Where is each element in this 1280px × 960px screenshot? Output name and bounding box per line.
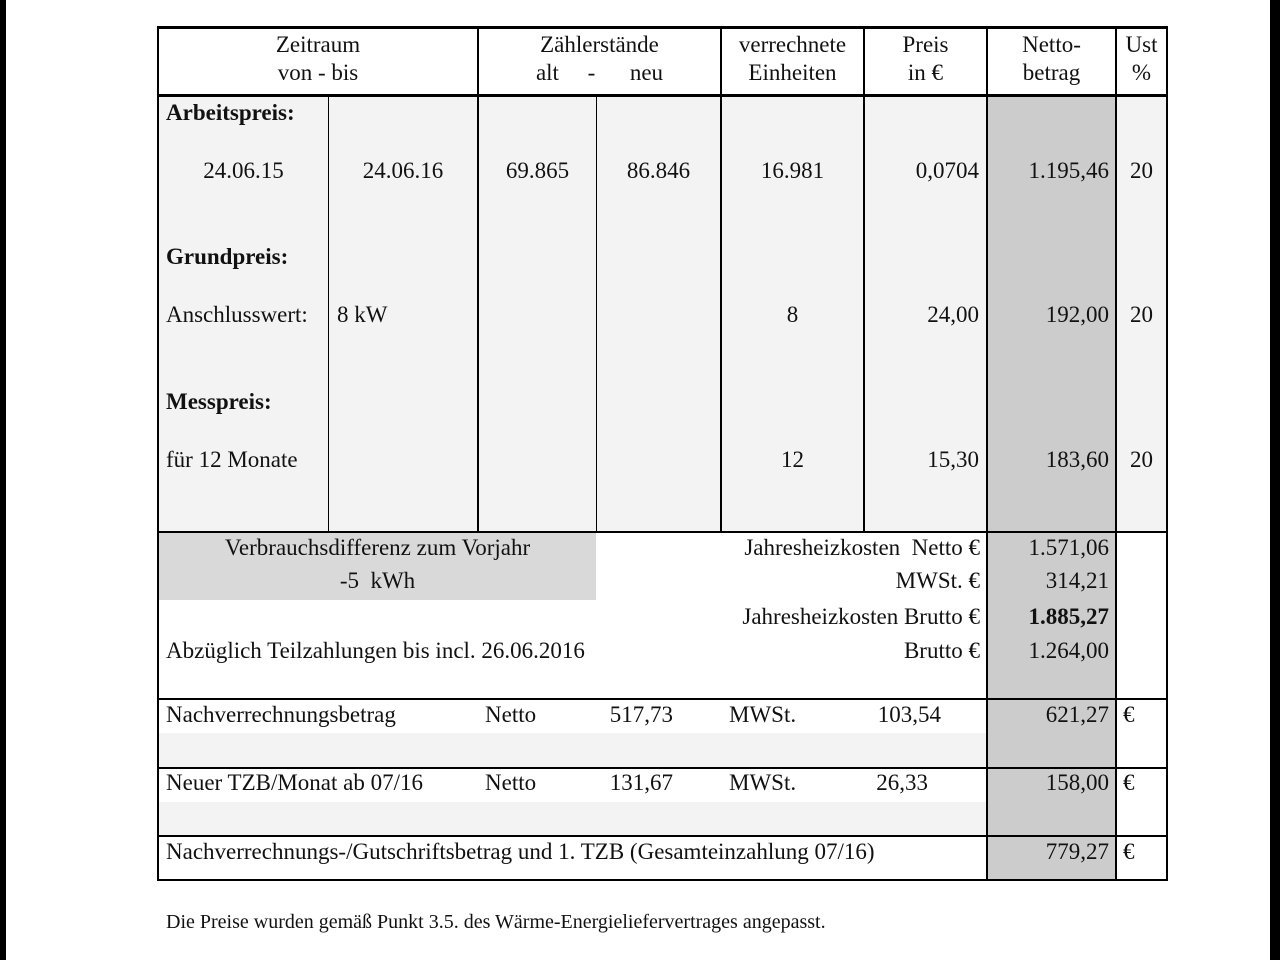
tzb-netto-value: 131,67 [609,770,673,795]
header-einheiten-line1: verrechnete [738,32,847,57]
grundpreis-einheiten: 8 [786,302,799,327]
grundpreis-netto: 192,00 [1045,302,1109,327]
gesamt-currency: € [1123,839,1135,864]
grundpreis-wert: 8 kW [337,302,388,327]
arbeitspreis-preis: 0,0704 [915,158,979,183]
teilzahlungen-value: 1.264,00 [1028,638,1109,663]
verbrauchsdifferenz-value: -5 kWh [339,568,416,593]
price-adjustment-footnote: Die Preise wurden gemäß Punkt 3.5. des Wärme-Energieliefervertrages angepasst. [166,911,826,933]
table-bottom-border [157,879,1168,881]
tzb-bottom-rule [157,835,1168,837]
grundpreis-ust: 20 [1130,302,1153,327]
summary-bottom-rule [157,698,1168,700]
tzb-mwst-value: 26,33 [876,770,928,795]
gesamt-total: 779,27 [1045,839,1109,864]
nachverrechnung-label: Nachverrechnungsbetrag [166,702,396,727]
tzb-lower-fill [158,802,987,836]
messpreis-einheiten: 12 [781,447,804,472]
header-bottom-rule [157,94,1168,97]
teilzahlungen-brutto-label: Brutto € [903,638,980,663]
jahresheizkosten-brutto-label: Jahresheizkosten Brutto € [742,604,980,629]
arbeitspreis-ust: 20 [1130,158,1153,183]
grundpreis-label: Anschlusswert: [166,302,308,327]
nachverrechnung-netto-label: Netto [485,702,537,727]
col-divider-zaehler-left [477,28,479,532]
nachverrechnung-netto-value: 517,73 [609,702,673,727]
jahresheizkosten-netto-value: 1.571,06 [1028,535,1109,560]
nachverrechnung-mwst-label: MWSt. [729,702,797,727]
nachverrechnung-currency: € [1123,702,1135,727]
jahresheizkosten-netto-label: Jahresheizkosten Netto € [744,535,980,560]
charges-bottom-rule [157,531,1168,533]
header-einheiten-line2: Einheiten [748,60,837,85]
teilzahlungen-label: Abzüglich Teilzahlungen bis incl. 26.06.2016 [166,638,585,663]
nachverrechnung-lower-fill [158,733,987,769]
header-zeitraum-line1: Zeitraum [275,32,361,57]
netto-column-fill [987,96,1116,880]
jahresheizkosten-brutto-value: 1.885,27 [1028,604,1109,629]
messpreis-ust: 20 [1130,447,1153,472]
header-zaehler-line2: alt - neu [535,60,664,85]
arbeitspreis-einheiten: 16.981 [760,158,825,183]
verbrauchsdifferenz-title: Verbrauchsdifferenz zum Vorjahr [224,535,531,560]
tzb-label: Neuer TZB/Monat ab 07/16 [166,770,423,795]
header-netto-line2: betrag [1022,60,1081,85]
tzb-netto-label: Netto [485,770,537,795]
header-zaehler-line1: Zählerstände [540,32,659,57]
grundpreis-title: Grundpreis: [166,244,289,269]
header-preis-line2: in € [907,60,944,85]
header-ust-line1: Ust [1125,32,1158,57]
messpreis-netto: 183,60 [1045,447,1109,472]
arbeitspreis-bis: 24.06.16 [362,158,444,183]
header-preis-line1: Preis [902,32,949,57]
arbeitspreis-von: 24.06.15 [203,158,284,183]
tzb-total: 158,00 [1045,770,1109,795]
grundpreis-preis: 24,00 [927,302,979,327]
nachverrechnung-mwst-value: 103,54 [877,702,941,727]
table-top-border [157,26,1168,29]
arbeitspreis-netto: 1.195,46 [1028,158,1109,183]
messpreis-preis: 15,30 [927,447,979,472]
arbeitspreis-alt: 69.865 [505,158,570,183]
tzb-mwst-label: MWSt. [729,770,797,795]
messpreis-label: für 12 Monate [166,447,298,472]
jahresheizkosten-mwst-label: MWSt. € [895,568,980,593]
tzb-currency: € [1123,770,1135,795]
gesamt-label: Nachverrechnungs-/Gutschriftsbetrag und 1. TZB (Gesamteinzahlung 07/16) [166,839,875,864]
jahresheizkosten-mwst-value: 314,21 [1045,568,1109,593]
arbeitspreis-neu: 86.846 [626,158,691,183]
nachverrechnung-total: 621,27 [1045,702,1109,727]
header-netto-line1: Netto- [1022,32,1081,57]
arbeitspreis-title: Arbeitspreis: [166,100,295,125]
table-right-border [1166,26,1168,881]
header-zeitraum-line2: von - bis [277,60,359,85]
messpreis-title: Messpreis: [166,389,272,414]
header-ust-line2: % [1131,60,1152,85]
table-left-border [157,26,159,881]
